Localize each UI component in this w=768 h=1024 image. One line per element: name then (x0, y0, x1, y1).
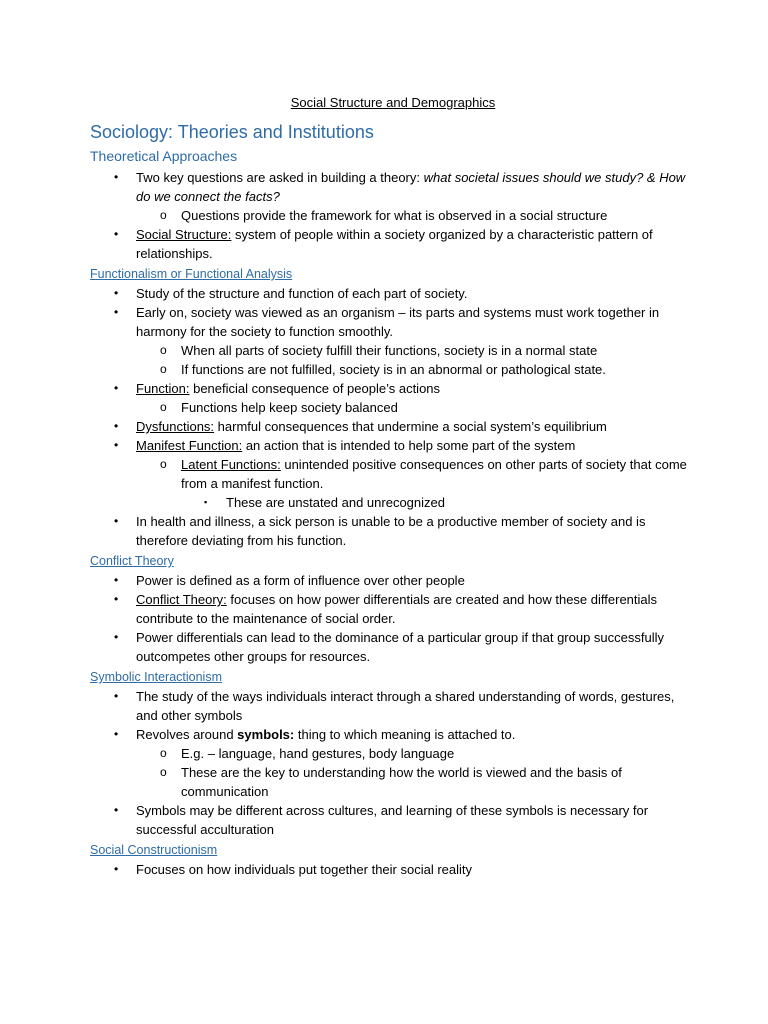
constructionism-list (90, 860, 690, 879)
sub-bullet-icon: o (160, 746, 167, 760)
bullet-icon: • (114, 727, 119, 741)
item-text: unintended positive consequences on other parts of society that come from a manifest function. (181, 457, 687, 491)
symbolic-list (90, 687, 690, 839)
bullet-icon: • (114, 438, 119, 452)
term-manifest-function: Manifest Function: (136, 438, 243, 453)
list-item (90, 455, 690, 493)
item-text: Two key questions are asked in building a theory: (136, 170, 424, 185)
item-text: Focuses on how individuals put together their social reality (136, 862, 473, 877)
list-item (90, 512, 690, 550)
list-item (90, 687, 690, 725)
list-item (90, 493, 690, 512)
term-social-structure: Social Structure: (136, 227, 232, 242)
item-italic-text: what societal issues should we study? & How do we connect the facts? (136, 170, 686, 204)
item-text: Power is defined as a form of influence over other people (136, 573, 465, 588)
bullet-icon: • (114, 305, 119, 319)
bullet-icon: • (114, 227, 119, 241)
list-item (90, 417, 690, 436)
bullet-icon: • (114, 419, 119, 433)
list-item (90, 744, 690, 763)
heading-social-constructionism: Social Constructionism (90, 843, 218, 857)
item-text: These are the key to understanding how the world is viewed and the basis of communication (181, 765, 622, 799)
term-latent-functions: Latent Functions: (181, 457, 281, 472)
conflict-list (90, 571, 690, 666)
list-item (90, 168, 690, 206)
list-item (90, 341, 690, 360)
item-text: Functions help keep society balanced (181, 400, 398, 415)
item-text: If functions are not fulfilled, society is in an abnormal or pathological state. (181, 362, 606, 377)
heading-sociology: Sociology: Theories and Institutions (90, 122, 374, 142)
sub-bullet-icon: o (160, 362, 167, 376)
list-item (90, 590, 690, 628)
list-item (90, 571, 690, 590)
item-text: Revolves around (136, 727, 238, 742)
item-text: In health and illness, a sick person is unable to be a productive member of society and is therefore deviating from his function. (136, 514, 646, 548)
list-item (90, 398, 690, 417)
item-text: The study of the ways individuals interact through a shared understanding of words, gestures, and other symbols (136, 689, 675, 723)
item-text: Symbols may be different across cultures, and learning of these symbols is necessary for successful acculturation (136, 803, 649, 837)
bullet-icon: • (114, 803, 119, 817)
sub-bullet-icon: o (160, 765, 167, 779)
heading-theoretical-approaches: Theoretical Approaches (90, 148, 238, 164)
bullet-icon: • (114, 286, 119, 300)
item-text: system of people within a society organized by a characteristic pattern of relationships. (136, 227, 653, 261)
list-item (90, 801, 690, 839)
item-text: Study of the structure and function of each part of society. (136, 286, 468, 301)
sub-bullet-icon: o (160, 457, 167, 471)
sub-bullet-icon: o (160, 208, 167, 222)
item-text: Early on, society was viewed as an organism – its parts and systems must work together in harmony for the society to function smoothly. (136, 305, 660, 339)
item-text: focuses on how power differentials are created and how these differentials contribute to the maintenance of social order. (136, 592, 658, 626)
bullet-icon: • (114, 514, 119, 528)
item-text: an action that is intended to help some part of the system (242, 438, 576, 453)
list-item (90, 436, 690, 455)
list-item (90, 725, 690, 744)
item-text: When all parts of society fulfill their functions, society is in a normal state (181, 343, 598, 358)
bullet-icon: • (114, 862, 119, 876)
bullet-icon: • (114, 381, 119, 395)
list-item (90, 303, 690, 341)
sub-bullet-icon: o (160, 343, 167, 357)
term-function: Function: (136, 381, 190, 396)
term-symbols: symbols: (237, 727, 295, 742)
list-item (90, 628, 690, 666)
list-item (90, 284, 690, 303)
term-conflict-theory: Conflict Theory: (136, 592, 227, 607)
document-title: Social Structure and Demographics (290, 95, 496, 110)
item-text: harmful consequences that undermine a social system’s equilibrium (214, 419, 607, 434)
heading-symbolic-interactionism: Symbolic Interactionism (90, 670, 222, 684)
list-item (90, 225, 690, 263)
term-dysfunctions: Dysfunctions: (136, 419, 215, 434)
sub-bullet-icon: o (160, 400, 167, 414)
item-text: Power differentials can lead to the dominance of a particular group if that group successfully outcompetes other groups for resources. (136, 630, 665, 664)
heading-functionalism: Functionalism or Functional Analysis (90, 267, 293, 281)
square-bullet-icon: ▪ (204, 497, 208, 507)
bullet-icon: • (114, 689, 119, 703)
theoretical-list (90, 168, 690, 263)
list-item (90, 763, 690, 801)
item-text: Questions provide the framework for what is observed in a social structure (181, 208, 608, 223)
bullet-icon: • (114, 630, 119, 644)
document-page (90, 93, 690, 879)
bullet-icon: • (114, 170, 119, 184)
list-item (90, 860, 690, 879)
item-text: These are unstated and unrecognized (226, 495, 445, 510)
functionalism-list (90, 284, 690, 550)
bullet-icon: • (114, 573, 119, 587)
list-item (90, 206, 690, 225)
heading-conflict-theory: Conflict Theory (90, 554, 174, 568)
item-text: E.g. – language, hand gestures, body language (181, 746, 455, 761)
bullet-icon: • (114, 592, 119, 606)
item-text: thing to which meaning is attached to. (294, 727, 516, 742)
list-item (90, 360, 690, 379)
list-item (90, 379, 690, 398)
item-text: beneficial consequence of people’s actions (189, 381, 441, 396)
